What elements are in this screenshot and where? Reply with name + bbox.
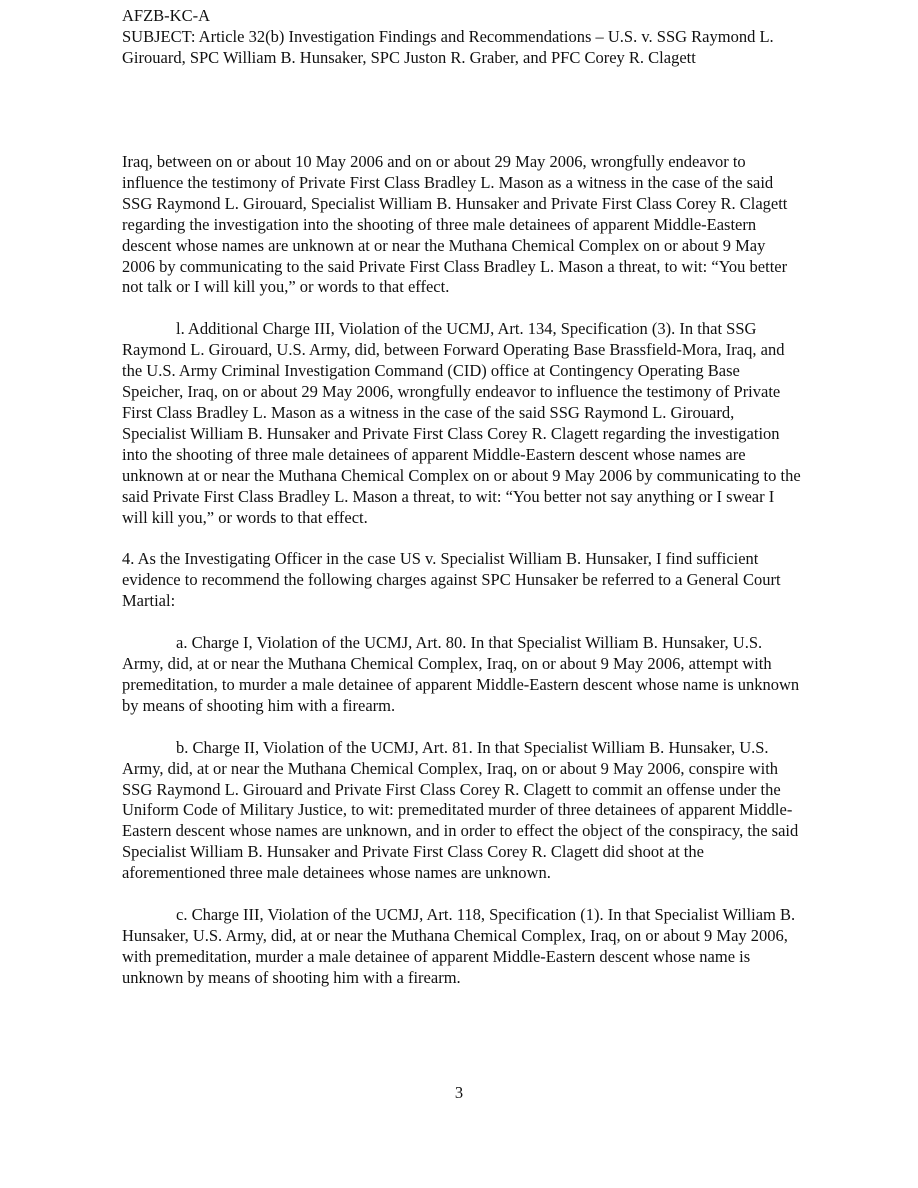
page-number: 3 xyxy=(454,1083,464,1102)
office-symbol: AFZB-KC-A xyxy=(122,6,211,25)
continuation-paragraph: Iraq, between on or about 10 May 2006 and on or about 29 May 2006, wrongfully endeavor to influence the testimony of Private First Class Bradley L. Mason as a witness in the case of the said SSG Raymond L. Girouard, Specialist William B. Hunsaker and Private First Class Corey R. Clagett regarding the investigation into the shooting of three male detainees of apparent Middle-Eastern descent whose names are unknown at or near the Muthana Chemical Complex on or about 9 May 2006 by communicating to the said Private First Class Bradley L. Mason a threat, to wit: “You better not talk or I will kill you,” or words to that effect. xyxy=(122,152,788,297)
subject-line: SUBJECT: Article 32(b) Investigation Findings and Recommendations – U.S. v. SSG Raymond L. Girouard, SPC William B. Hunsaker, SPC Juston R. Graber, and PFC Corey R. Clagett xyxy=(122,26,774,67)
paragraph-item-b: b. Charge II, Violation of the UCMJ, Art. 81. In that Specialist William B. Hunsaker, U.S. Army, did, at or near the Muthana Chemical Complex, Iraq, on or about 9 May 2006, conspire with SSG Raymond L. Girouard and Private First Class Corey R. Clagett to commit an offense under the Uniform Code of Military Justice, to wit: premeditated murder of three detainees of apparent Middle-Eastern descent whose names are unknown, and in order to effect the object of the conspiracy, the said Specialist William B. Hunsaker and Private First Class Corey R. Clagett did shoot at the aforementioned three male detainees whose names are unknown. xyxy=(122,737,799,883)
paragraph-section-4: 4. As the Investigating Officer in the case US v. Specialist William B. Hunsaker, I find sufficient evidence to recommend the following charges against SPC Hunsaker be referred to a General Court Martial: xyxy=(122,549,781,611)
paragraph-spacer xyxy=(122,612,802,633)
document-body xyxy=(122,152,802,989)
paragraph-item-a: a. Charge I, Violation of the UCMJ, Art. 80. In that Specialist William B. Hunsaker, U.S. Army, did, at or near the Muthana Chemical Complex, Iraq, on or about 9 May 2006, attempt with premeditation, to murder a male detainee of apparent Middle-Eastern descent whose name is unknown by means of shooting him with a firearm. xyxy=(122,633,800,715)
paragraph-spacer xyxy=(122,717,802,738)
paragraph-spacer xyxy=(122,528,802,549)
paragraph-item-l: l. Additional Charge III, Violation of the UCMJ, Art. 134, Specification (3). In that SSG Raymond L. Girouard, U.S. Army, did, between Forward Operating Base Brassfield-Mora, Iraq, and the U.S. Army Criminal Investigation Command (CID) office at Contingency Operating Base Speicher, Iraq, on or about 29 May 2006, wrongfully endeavor to influence the testimony of Private First Class Bradley L. Mason as a witness in the case of the said SSG Raymond L. Girouard, Specialist William B. Hunsaker and Private First Class Corey R. Clagett regarding the investigation into the shooting of three male detainees of apparent Middle-Eastern descent whose names are unknown at or near the Muthana Chemical Complex on or about 9 May 2006 by communicating to the said Private First Class Bradley L. Mason a threat, to wit: “You better not say anything or I swear I will kill you,” or words to that effect. xyxy=(122,319,801,527)
paragraph-item-c: c. Charge III, Violation of the UCMJ, Art. 118, Specification (1). In that Specialist William B. Hunsaker, U.S. Army, did, at or near the Muthana Chemical Complex, Iraq, on or about 9 May 2006, with premeditation, murder a male detainee of apparent Middle-Eastern descent whose name is unknown by means of shooting him with a firearm. xyxy=(122,905,796,987)
memo-header xyxy=(122,6,822,69)
paragraph-spacer xyxy=(122,884,802,905)
paragraph-spacer xyxy=(122,298,802,319)
